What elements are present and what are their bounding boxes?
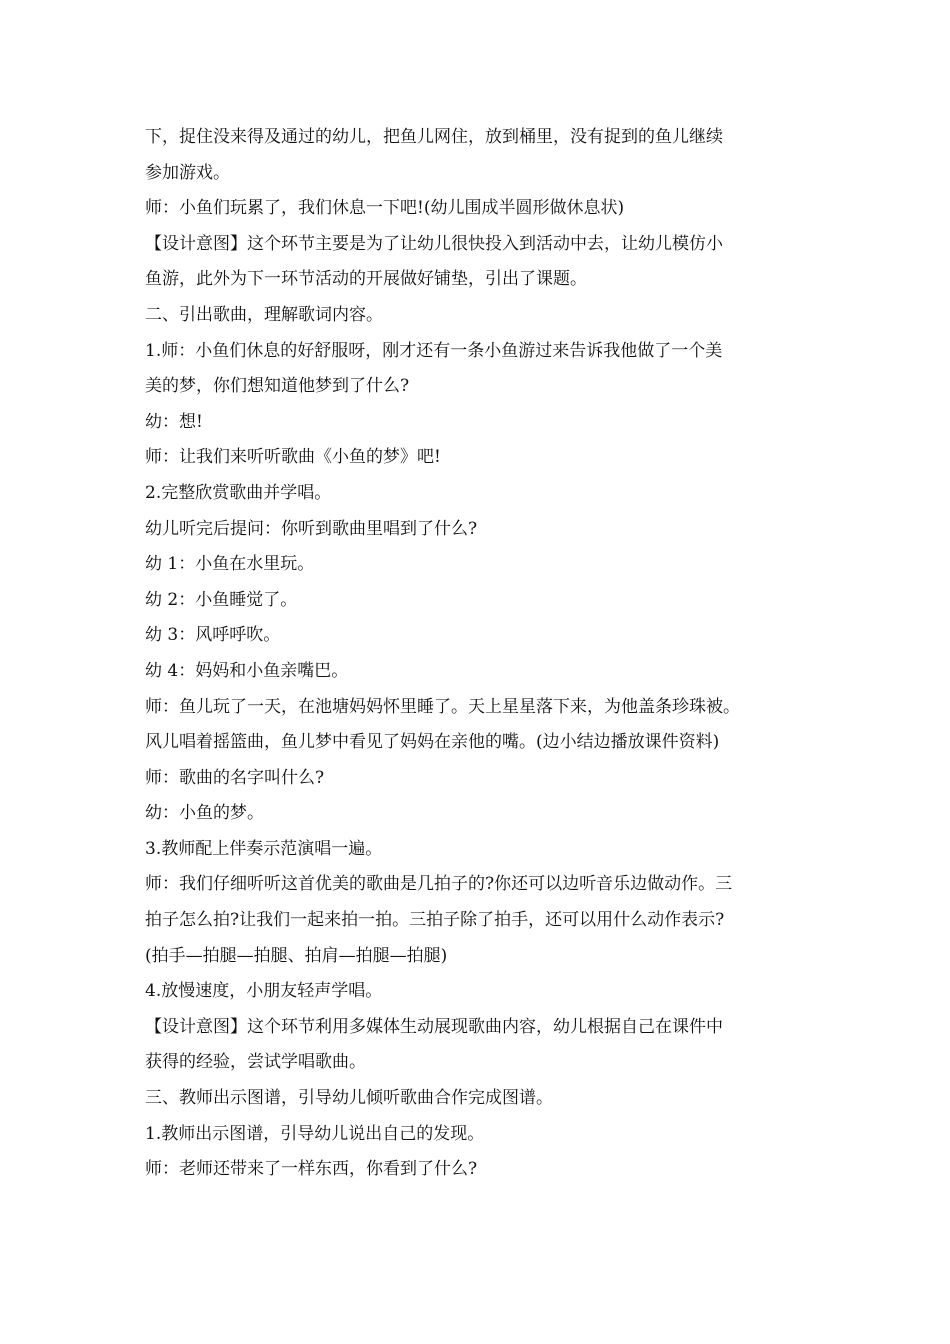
text-line: 美的梦，你们想知道他梦到了什么? [145, 376, 410, 397]
text-line: 获得的经验，尝试学唱歌曲。 [145, 1052, 366, 1073]
text-line: 师：鱼儿玩了一天，在池塘妈妈怀里睡了。天上星星落下来，为他盖条珍珠被。 [145, 696, 740, 717]
document-body [145, 120, 825, 1188]
text-line: 【设计意图】这个环节主要是为了让幼儿很快投入到活动中去，让幼儿模仿小 [145, 233, 723, 254]
text-line: 参加游戏。 [145, 162, 230, 183]
text-line: 1.教师出示图谱，引导幼儿说出自己的发现。 [145, 1123, 485, 1144]
text-line: 师：小鱼们玩累了，我们休息一下吧!(幼儿围成半圆形做休息状) [145, 198, 625, 219]
text-line: 下，捉住没来得及通过的幼儿，把鱼儿网住，放到桶里，没有捉到的鱼儿继续 [145, 127, 723, 147]
text-line: 2.完整欣赏歌曲并学唱。 [145, 482, 332, 503]
text-line: 师：我们仔细听听这首优美的歌曲是几拍子的?你还可以边听音乐边做动作。三 [145, 874, 733, 895]
text-line: 幼儿听完后提问：你听到歌曲里唱到了什么? [145, 518, 478, 539]
text-line: 鱼游，此外为下一环节活动的开展做好铺垫，引出了课题。 [145, 269, 587, 290]
text-line: 拍子怎么拍?让我们一起来拍一拍。三拍子除了拍手，还可以用什么动作表示? [145, 910, 725, 931]
text-line: 幼 3：风呼呼吹。 [145, 625, 281, 646]
section-heading: 二、引出歌曲，理解歌词内容。 [145, 304, 383, 325]
text-line: 师：歌曲的名字叫什么? [145, 767, 325, 788]
text-line: 幼 1：小鱼在水里玩。 [145, 554, 315, 575]
text-line: (拍手—拍腿—拍腿、拍肩—拍腿—拍腿) [145, 945, 448, 966]
text-line: 幼：想! [145, 411, 203, 432]
text-line: 风儿唱着摇篮曲，鱼儿梦中看见了妈妈在亲他的嘴。(边小结边播放课件资料) [145, 732, 720, 753]
text-line: 幼 4：妈妈和小鱼亲嘴巴。 [145, 660, 349, 681]
text-line: 【设计意图】这个环节利用多媒体生动展现歌曲内容，幼儿根据自己在课件中 [145, 1016, 723, 1037]
text-line: 3.教师配上伴奏示范演唱一遍。 [145, 838, 383, 859]
text-line: 师：老师还带来了一样东西，你看到了什么? [145, 1159, 478, 1180]
text-line: 幼 2：小鱼睡觉了。 [145, 589, 298, 610]
text-line: 4.放慢速度，小朋友轻声学唱。 [145, 981, 383, 1002]
section-heading: 三、教师出示图谱，引导幼儿倾听歌曲合作完成图谱。 [145, 1088, 553, 1109]
text-line: 师：让我们来听听歌曲《小鱼的梦》吧! [145, 447, 441, 468]
text-line: 幼：小鱼的梦。 [145, 803, 264, 824]
text-line: 1.师：小鱼们休息的好舒服呀，刚才还有一条小鱼游过来告诉我他做了一个美 [145, 340, 723, 361]
